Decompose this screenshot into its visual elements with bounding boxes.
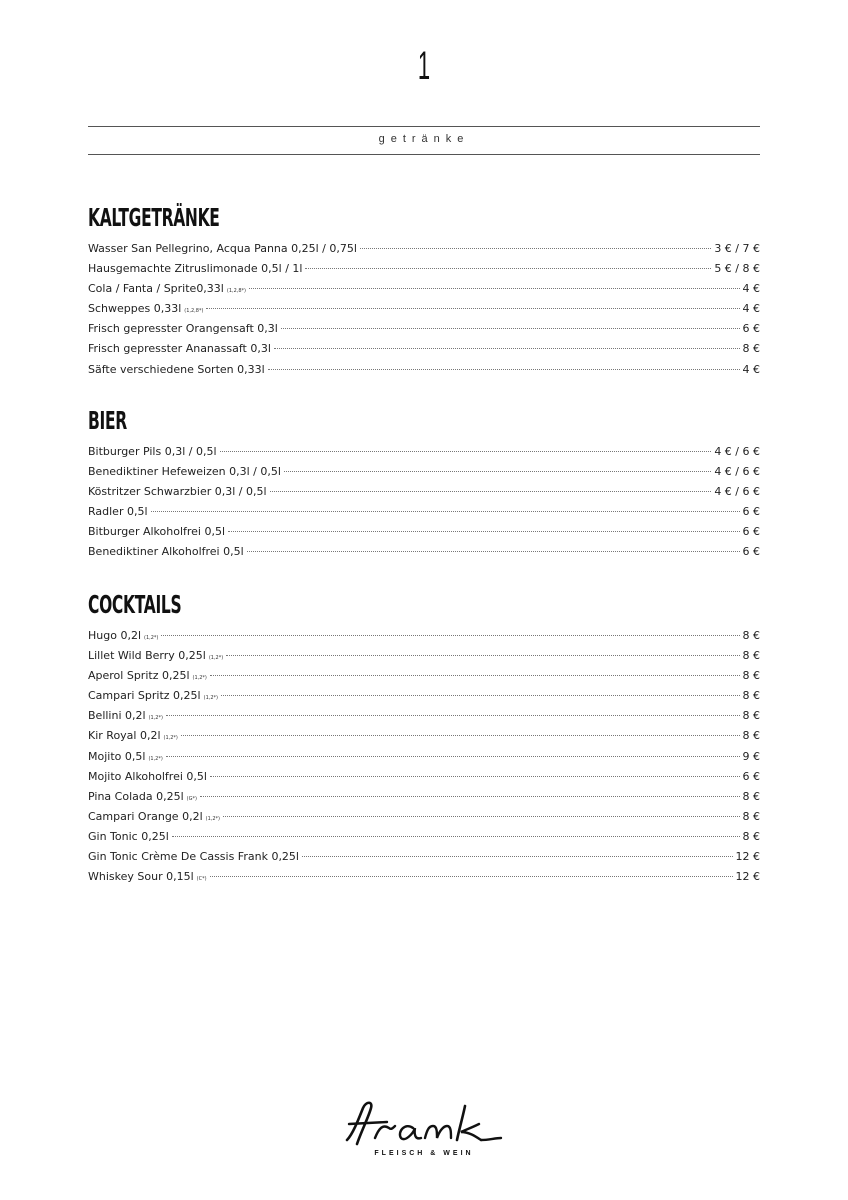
menu-item-additive-note: (1,2*) xyxy=(144,635,159,641)
menu-item xyxy=(88,339,760,359)
menu-item-name: Kir Royal 0,2l xyxy=(88,729,161,743)
dot-leader xyxy=(247,551,740,552)
dot-leader xyxy=(270,491,712,492)
menu-item-name: Campari Spritz 0,25l xyxy=(88,689,201,703)
menu-item-additive-note: (G*) xyxy=(186,795,197,802)
menu-item xyxy=(88,847,760,867)
menu-item-price: 8 € xyxy=(742,809,760,823)
menu-item-additive-note: (1,2*) xyxy=(148,755,163,762)
menu-item-name: Benediktiner Hefeweizen 0,3l / 0,5l xyxy=(88,465,281,479)
menu-item-price: 12 € xyxy=(735,850,760,864)
dot-leader xyxy=(281,328,740,329)
menu-item-name: Mojito 0,5l xyxy=(88,749,146,763)
menu-item xyxy=(88,726,760,746)
dot-leader xyxy=(226,655,739,656)
menu-item xyxy=(88,502,760,522)
menu-item-price: 4 € xyxy=(742,362,760,376)
menu-item-price: 8 € xyxy=(742,789,760,803)
menu-item-additive-note: (1,2*) xyxy=(203,695,218,702)
menu-item-additive-note: (1,2*) xyxy=(148,715,163,722)
menu-item-price: 8 € xyxy=(742,669,760,683)
frank-wordmark-logo xyxy=(339,1098,509,1148)
dot-leader xyxy=(305,268,711,269)
dot-leader xyxy=(166,756,740,757)
menu-item xyxy=(88,442,760,462)
menu-item-additive-note: (1,2*) xyxy=(208,655,224,662)
menu-item-additive-note: (1,2,8*) xyxy=(184,308,204,315)
dot-leader xyxy=(249,288,740,289)
dot-leader xyxy=(274,348,740,349)
menu-item-name: Köstritzer Schwarzbier 0,3l / 0,5l xyxy=(88,485,267,499)
menu-item-price: 8 € xyxy=(742,342,760,356)
dot-leader xyxy=(210,675,740,676)
dot-leader xyxy=(220,451,712,452)
menu-item-price: 8 € xyxy=(742,829,760,843)
menu-item-additive-note: (1,2*) xyxy=(192,675,207,682)
menu-item-price: 3 € / 7 € xyxy=(714,242,760,255)
menu-item xyxy=(88,867,760,887)
menu-item-name: Bitburger Pils 0,3l / 0,5l xyxy=(88,445,217,458)
menu-item xyxy=(88,482,760,502)
dot-leader xyxy=(302,856,733,857)
menu-item-name: Bitburger Alkoholfrei 0,5l xyxy=(88,525,226,539)
dot-leader xyxy=(206,308,739,309)
menu-item-name: Whiskey Sour 0,15l xyxy=(88,870,194,884)
dot-leader xyxy=(200,796,740,797)
dot-leader xyxy=(284,471,711,472)
menu-item-name: Benediktiner Alkoholfrei 0,5l xyxy=(88,545,244,559)
menu-item xyxy=(88,747,760,767)
menu-item-additive-note: (C*) xyxy=(196,876,207,883)
dot-leader xyxy=(166,715,740,716)
menu-item-price: 4 € xyxy=(742,282,760,296)
menu-item-price: 8 € xyxy=(742,709,760,723)
menu-item xyxy=(88,239,760,259)
menu-item-name: Mojito Alkoholfrei 0,5l xyxy=(88,769,207,783)
menu-item xyxy=(88,706,760,726)
logo-tagline: FLEISCH & WEIN xyxy=(374,1150,474,1157)
menu-item xyxy=(88,360,760,380)
dot-leader xyxy=(161,635,739,636)
menu-item-price: 4 € / 6 € xyxy=(714,465,760,479)
dot-leader xyxy=(221,695,740,696)
section-kaltgetraenke xyxy=(88,203,760,380)
menu-item-name: Gin Tonic Crème De Cassis Frank 0,25l xyxy=(88,850,299,864)
menu-item-name: Lillet Wild Berry 0,25l xyxy=(88,649,206,663)
menu-item-name: Radler 0,5l xyxy=(88,505,148,519)
menu-item xyxy=(88,259,760,279)
dot-leader xyxy=(210,876,733,877)
menu-item-additive-note: (1,2*) xyxy=(163,735,178,742)
menu-item-name: Frisch gepresster Ananassaft 0,3l xyxy=(88,342,271,356)
menu-item-name: Bellini 0,2l xyxy=(88,709,146,723)
menu-item-name: Frisch gepresster Orangensaft 0,3l xyxy=(88,322,278,336)
dot-leader xyxy=(181,735,740,736)
menu-item-price: 8 € xyxy=(742,729,760,743)
menu-item-price: 4 € / 6 € xyxy=(714,485,760,499)
dot-leader xyxy=(172,836,740,837)
divider-top xyxy=(88,126,760,127)
menu-item-name: Säfte verschiedene Sorten 0,33l xyxy=(88,362,265,376)
menu-item-price: 6 € xyxy=(742,545,760,559)
menu-item-name: Campari Orange 0,2l xyxy=(88,809,203,823)
dot-leader xyxy=(210,776,740,777)
section-heading: KALTGETRÄNKE xyxy=(88,203,220,232)
menu-item xyxy=(88,319,760,339)
menu-item xyxy=(88,626,760,646)
menu-item xyxy=(88,686,760,706)
menu-item-price: 8 € xyxy=(742,649,760,663)
menu-item-price: 6 € xyxy=(742,505,760,519)
menu-item-name: Aperol Spritz 0,25l xyxy=(88,669,190,683)
menu-item xyxy=(88,462,760,482)
divider-bottom xyxy=(88,154,760,155)
dot-leader xyxy=(268,369,740,370)
menu-item-price: 12 € xyxy=(735,870,760,884)
menu-item-additive-note: (1,2*) xyxy=(205,815,220,822)
menu-item xyxy=(88,299,760,319)
section-cocktails xyxy=(88,590,760,887)
menu-item-price: 8 € xyxy=(742,629,760,642)
menu-item-price: 6 € xyxy=(742,525,760,539)
menu-item xyxy=(88,279,760,299)
page-number: 1 xyxy=(417,44,431,88)
menu-item xyxy=(88,767,760,787)
section-bier xyxy=(88,406,760,563)
menu-item-name: Cola / Fanta / Sprite0,33l xyxy=(88,282,224,296)
menu-item-price: 4 € xyxy=(742,302,760,316)
dot-leader xyxy=(228,531,739,532)
menu-item xyxy=(88,787,760,807)
item-list xyxy=(88,239,760,380)
dot-leader xyxy=(360,248,711,249)
menu-item xyxy=(88,807,760,827)
dot-leader xyxy=(151,511,740,512)
brand-logo xyxy=(0,1098,848,1157)
menu-item-name: Wasser San Pellegrino, Acqua Panna 0,25l / 0,75l xyxy=(88,242,357,255)
menu-item xyxy=(88,542,760,562)
section-heading: COCKTAILS xyxy=(88,590,182,619)
menu-item-price: 6 € xyxy=(742,322,760,336)
menu-item xyxy=(88,666,760,686)
menu-item xyxy=(88,522,760,542)
dot-leader xyxy=(223,816,740,817)
page-subtitle: getränke xyxy=(378,133,470,145)
menu-item-name: Gin Tonic 0,25l xyxy=(88,829,169,843)
item-list xyxy=(88,626,760,887)
menu-item-additive-note: (1,2,8*) xyxy=(226,288,246,295)
menu-item-price: 4 € / 6 € xyxy=(714,445,760,458)
menu-item-name: Schweppes 0,33l xyxy=(88,302,182,316)
menu-item-price: 8 € xyxy=(742,689,760,703)
item-list xyxy=(88,442,760,563)
menu-item-price: 9 € xyxy=(742,749,760,763)
menu-item-name: Pina Colada 0,25l xyxy=(88,789,184,803)
section-heading: BIER xyxy=(88,406,127,435)
menu-item-price: 6 € xyxy=(742,769,760,783)
menu-item-name: Hugo 0,2l xyxy=(88,629,142,642)
menu-item xyxy=(88,646,760,666)
menu-item xyxy=(88,827,760,847)
menu-item-price: 5 € / 8 € xyxy=(714,262,760,276)
menu-item-name: Hausgemachte Zitruslimonade 0,5l / 1l xyxy=(88,262,303,276)
